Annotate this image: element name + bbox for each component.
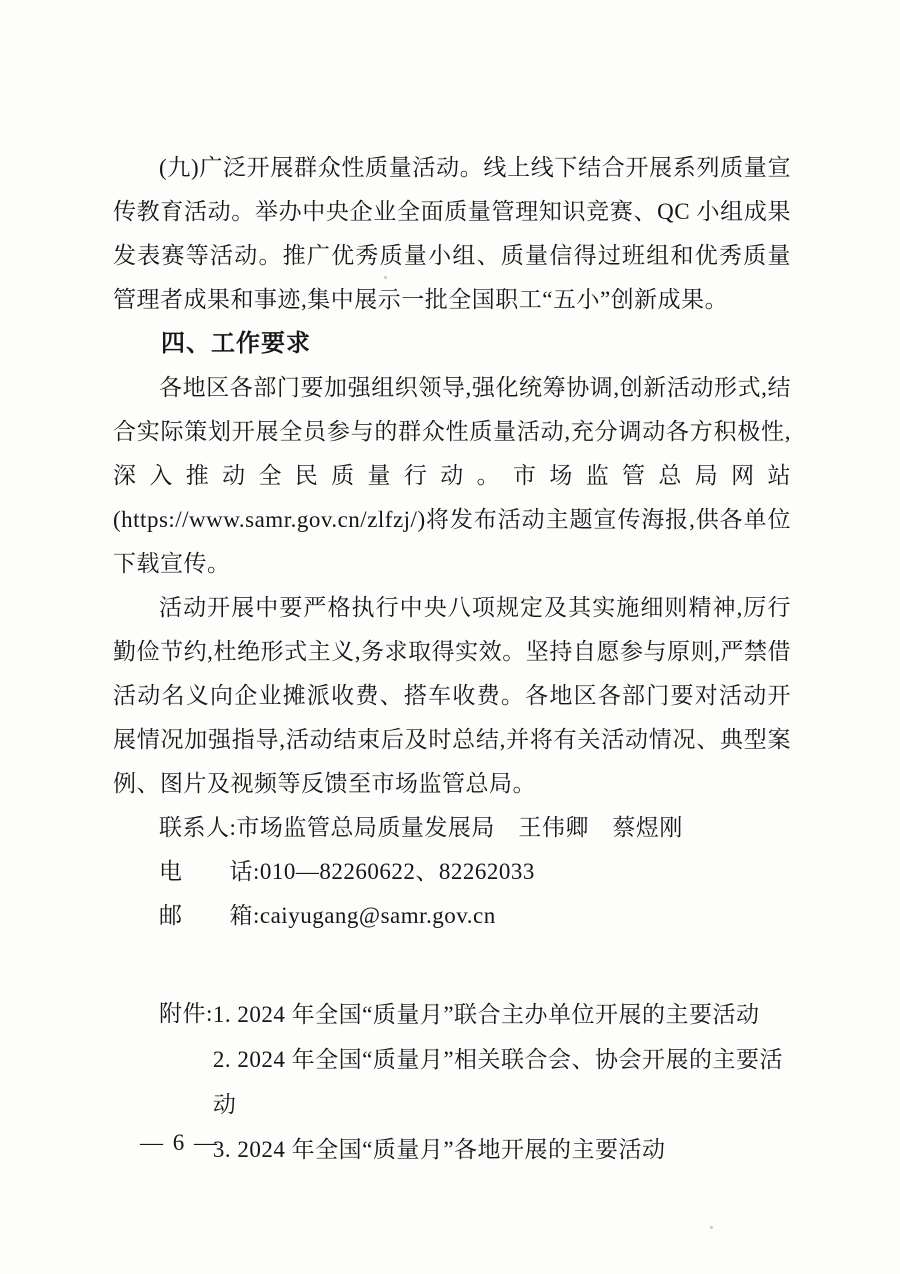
contact-email-line: 邮 箱:caiyugang@samr.gov.cn bbox=[159, 903, 496, 928]
attachment-item-3: 3. 2024 年全国“质量月”各地开展的主要活动 bbox=[212, 1137, 666, 1162]
scan-artifact-dot bbox=[384, 276, 387, 279]
paragraph-work-requirements-1: 各地区各部门要加强组织领导,强化统筹协调,创新活动形式,结合实际策划开展全员参与的群众性质量活动,充分调动各方积极性,深入推动全民质量行动。市场监管总局网站(https://www.samr.gov.cn/zlfzj/)将发布活动主题宣传海报,供各单位下载宣传。 bbox=[113, 375, 791, 576]
attachments-label: 附件: bbox=[159, 1001, 213, 1026]
paragraph-work-requirements-2: 活动开展中要严格执行中央八项规定及其实施细则精神,厉行勤俭节约,杜绝形式主义,务求取得实效。坚持自愿参与原则,严禁借活动名义向企业摊派收费、搭车收费。各地区各部门要对活动开展情况加强指导,活动结束后及时总结,并将有关活动情况、典型案例、图片及视频等反馈至市场监管总局。 bbox=[113, 595, 791, 796]
paragraph-item-nine: (九)广泛开展群众性质量活动。线上线下结合开展系列质量宣传教育活动。举办中央企业全面质量管理知识竞赛、QC 小组成果发表赛等活动。推广优秀质量小组、质量信得过班组和优秀质量管理者成果和事迹,集中展示一批全国职工“五小”创新成果。 bbox=[113, 155, 791, 312]
page-number: — 6 — bbox=[140, 1130, 219, 1155]
contact-phone-line: 电 话:010—82260622、82262033 bbox=[159, 859, 535, 884]
contact-block bbox=[113, 806, 791, 938]
document-body bbox=[113, 146, 791, 1172]
attachment-item-1: 1. 2024 年全国“质量月”联合主办单位开展的主要活动 bbox=[212, 1002, 760, 1027]
scan-artifact-dot bbox=[710, 1226, 713, 1229]
contact-person-line: 联系人:市场监管总局质量发展局 王伟卿 蔡煜刚 bbox=[159, 815, 683, 840]
attachments-list bbox=[213, 992, 791, 1172]
attachment-item-2: 2. 2024 年全国“质量月”相关联合会、协会开展的主要活动 bbox=[212, 1047, 784, 1117]
section-heading-work-requirements: 四、工作要求 bbox=[161, 330, 311, 357]
